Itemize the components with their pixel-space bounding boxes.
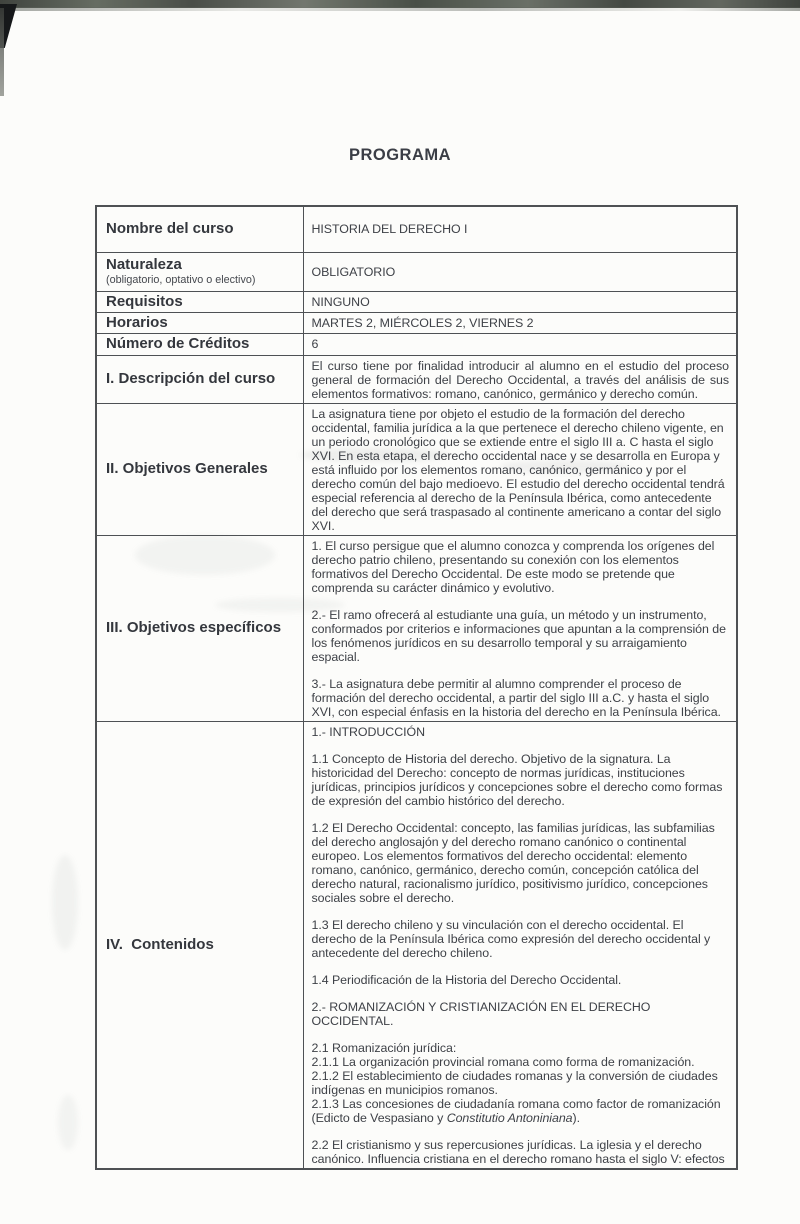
contenidos-item-2-1-1: 2.1.1 La organización provincial romana como forma de romanización. xyxy=(311,1054,695,1069)
scan-bleedthrough-smudge xyxy=(52,855,78,950)
table-row-creditos xyxy=(96,333,737,355)
course-program-table xyxy=(95,205,738,1170)
contenidos-value xyxy=(303,721,737,1169)
contenidos-heading-1: 1.- INTRODUCCIÓN xyxy=(311,724,425,739)
contenidos-item-2-1-2: 2.1.2 El establecimiento de ciudades romanas y la conversión de ciudades indígenas en municipios romanos. xyxy=(311,1068,718,1097)
contenidos-item-1-2: 1.2 El Derecho Occidental: concepto, las familias jurídicas, las subfamilias del derecho anglosajón y del derecho romano canónico o continental europeo. Los elementos formativos del derecho occidental: elemento romano, canónico, germánico, derecho común, concepción católica del derecho natural, racionalismo jurídico, positivismo jurídico, concepciones sociales sobre el derecho. xyxy=(311,820,715,905)
nombre-label: Nombre del curso xyxy=(96,206,303,252)
objetivos-generales-label: II. Objetivos Generales xyxy=(96,403,303,535)
table-row-horarios xyxy=(96,312,737,333)
objetivo-especifico-2: 2.- El ramo ofrecerá al estudiante una guía, un método y un instrumento, conformados por criterios e informaciones que apuntan a la comprensión de los fenómenos jurídicos en su desarrollo temporal y su arraigamiento espacial. xyxy=(311,607,726,664)
table-row-requisitos xyxy=(96,291,737,312)
objetivos-especificos-value xyxy=(303,535,737,721)
table-row-nombre xyxy=(96,206,737,252)
contenidos-romanizacion-group xyxy=(312,1041,730,1125)
scan-artifact-left-edge-line xyxy=(0,8,4,96)
item-2-1-3-latin-term: Constitutio Antoniniana xyxy=(446,1110,573,1125)
contenidos-item-2-2: 2.2 El cristianismo y sus repercusiones jurídicas. La iglesia y el derecho canónico. Influencia cristiana en el derecho romano hasta el siglo V: efectos xyxy=(311,1137,725,1166)
table-row-objetivos-especificos xyxy=(96,535,737,721)
nombre-value: HISTORIA DEL DERECHO I xyxy=(303,206,737,252)
naturaleza-label-main: Naturaleza xyxy=(106,256,182,273)
objetivo-especifico-1: 1. El curso persigue que el alumno conozca y comprenda los orígenes del derecho patrio chileno, presentando su conexión con los elementos formativos del Derecho Occidental. De este modo se pretende que comprenda su carácter dinámico y evolutivo. xyxy=(311,538,715,595)
objetivos-especificos-label: III. Objetivos específicos xyxy=(96,535,303,721)
horarios-label: Horarios xyxy=(96,312,303,333)
table-row-contenidos xyxy=(96,721,737,1169)
requisitos-value: NINGUNO xyxy=(303,291,737,312)
table-row-descripcion xyxy=(96,355,737,403)
page-title: PROGRAMA xyxy=(348,146,452,164)
contenidos-item-2-1: 2.1 Romanización jurídica: xyxy=(311,1040,457,1055)
requisitos-label: Requisitos xyxy=(96,291,303,312)
item-2-1-3-close: ). xyxy=(572,1110,580,1125)
creditos-value: 6 xyxy=(303,333,737,355)
contenidos-item-2-1-3 xyxy=(312,1097,730,1125)
contenidos-heading-2: 2.- ROMANIZACIÓN Y CRISTIANIZACIÓN EN EL DERECHO OCCIDENTAL. xyxy=(311,999,651,1028)
naturaleza-value: OBLIGATORIO xyxy=(303,252,737,291)
contenidos-label: IV. Contenidos xyxy=(96,721,303,1169)
creditos-label: Número de Créditos xyxy=(96,333,303,355)
contenidos-item-1-1: 1.1 Concepto de Historia del derecho. Objetivo de la signatura. La historicidad del Derecho: concepto de normas jurídicas, instituciones jurídicas, principios jurídicos y concepciones sobre el derecho como formas de expresión del cambio histórico del derecho. xyxy=(311,751,723,808)
contenidos-item-1-3: 1.3 El derecho chileno y su vinculación con el derecho occidental. El derecho de la Península Ibérica como expresión del derecho occidental y antecedente del derecho chileno. xyxy=(311,917,711,960)
naturaleza-label-sub: (obligatorio, optativo o electivo) xyxy=(106,274,256,286)
naturaleza-label xyxy=(96,252,303,291)
table-row-objetivos-generales xyxy=(96,403,737,535)
contenidos-item-1-4: 1.4 Periodificación de la Historia del Derecho Occidental. xyxy=(311,972,622,987)
horarios-value: MARTES 2, MIÉRCOLES 2, VIERNES 2 xyxy=(303,312,737,333)
descripcion-label: I. Descripción del curso xyxy=(96,355,303,403)
item-2-1-3-text: 2.1.3 Las concesiones de ciudadanía romana como factor de romanización (Edicto de Vespasiano y xyxy=(311,1096,721,1125)
table-row-naturaleza xyxy=(96,252,737,291)
descripcion-value: El curso tiene por finalidad introducir al alumno en el estudio del proceso general de formación del Derecho Occidental, a través del análisis de sus elementos formativos: romano, canónico, germánico y derecho común. xyxy=(303,355,737,403)
scan-bleedthrough-smudge xyxy=(58,1095,78,1150)
objetivo-especifico-3: 3.- La asignatura debe permitir al alumno comprender el proceso de formación del derecho occidental, a partir del siglo III a.C. y hasta el siglo XVI, con especial énfasis en la historia del derecho en la Península Ibérica. xyxy=(311,676,721,719)
scan-artifact-top-shadow xyxy=(0,7,800,11)
objetivos-generales-value: La asignatura tiene por objeto el estudio de la formación del derecho occidental, familia jurídica a la que pertenece el derecho chileno vigente, en un periodo cronológico que se extiende entre el siglo III a. C hasta el siglo XVI. En esta etapa, el derecho occidental nace y se desarrolla en Europa y está influido por los elementos romano, canónico, germánico y por el derecho común del bajo medioevo. El estudio del derecho occidental tendrá especial referencia al derecho de la Península Ibérica, como antecedente del derecho que será traspasado al continente americano a contar del siglo XVI. xyxy=(303,403,737,535)
